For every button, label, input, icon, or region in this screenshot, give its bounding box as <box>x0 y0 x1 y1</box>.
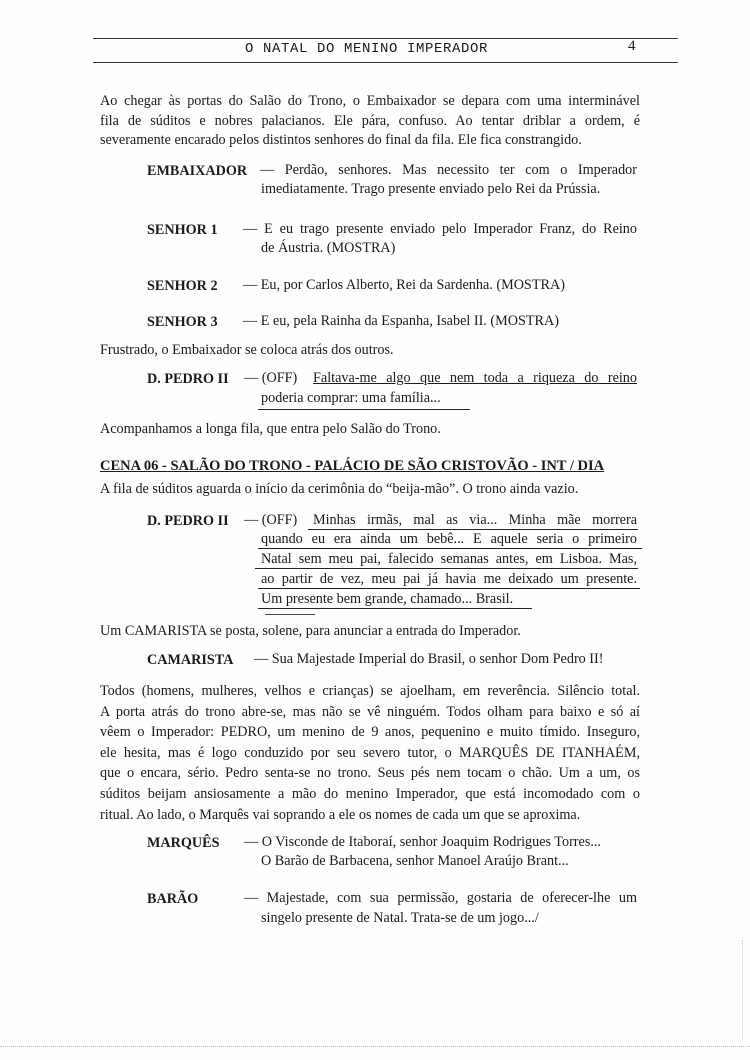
handwritten-underline <box>258 588 640 589</box>
action-line: A porta atrás do trono abre-se, mas não se vê ninguém. Todos olham para baixo e só aí <box>100 703 640 720</box>
speaker-senhor-1: SENHOR 1 <box>147 222 218 238</box>
scene-description: A fila de súditos aguarda o início da cerimônia do “beija-mão”. O trono ainda vazio. <box>100 481 579 497</box>
dialogue-line: O Barão de Barbacena, senhor Manoel Araújo Brant... <box>261 853 569 869</box>
dialogue-line: singelo presente de Natal. Trata-se de um jogo.../ <box>261 910 539 926</box>
scan-edge <box>742 940 743 1040</box>
dialogue-line: Um presente bem grande, chamado... Brasil. <box>261 591 514 607</box>
dialogue-line: — Perdão, senhores. Mas necessito ter com o Imperador <box>260 162 637 178</box>
intro-line: fila de súditos e nobres palacianos. Ele pára, confuso. Ao tentar driblar a ordem, é <box>100 112 640 129</box>
dialogue-line: Natal sem meu pai, falecido semanas antes, em Lisboa. Mas, <box>261 551 637 567</box>
dialogue-line: — E eu, pela Rainha da Espanha, Isabel II. (MOSTRA) <box>243 313 559 329</box>
speaker-barao: BARÃO <box>147 891 199 907</box>
header-top-rule <box>93 38 678 39</box>
dialogue-line: — Sua Majestade Imperial do Brasil, o senhor Dom Pedro II! <box>254 651 604 667</box>
speaker-camarista: CAMARISTA <box>147 652 234 668</box>
speaker-d-pedro-ii: D. PEDRO II <box>147 371 229 387</box>
action-line: Um CAMARISTA se posta, solene, para anunciar a entrada do Imperador. <box>100 623 521 639</box>
scene-heading: CENA 06 - SALÃO DO TRONO - PALÁCIO DE SÃO CRISTOVÃO - INT / DIA <box>100 458 605 474</box>
dialogue-line: imediatamente. Trago presente enviado pelo Rei da Prússia. <box>261 181 601 197</box>
action-line: Acompanhamos a longa fila, que entra pelo Salão do Trono. <box>100 421 441 437</box>
handwritten-underline <box>258 608 532 609</box>
dialogue-line: — E eu trago presente enviado pelo Imperador Franz, do Reino <box>243 221 637 237</box>
action-line: Frustrado, o Embaixador se coloca atrás dos outros. <box>100 342 394 358</box>
action-line: súditos beijam ansiosamente a mão do menino Imperador, que está incomodado com o <box>100 785 640 802</box>
scan-edge <box>0 1046 750 1047</box>
action-paragraph <box>100 681 640 825</box>
speaker-senhor-2: SENHOR 2 <box>147 278 218 294</box>
handwritten-underline <box>308 529 638 530</box>
action-line: que o encara, sério. Pedro senta-se no trono. Seus pés nem tocam o chão. Um a um, os <box>100 765 640 782</box>
dialogue-line: Minhas irmãs, mal as via... Minha mãe morrera <box>313 512 637 528</box>
handwritten-underline <box>258 409 470 410</box>
dialogue-line: quando eu era ainda um bebê... E aquele seria o primeiro <box>261 531 637 547</box>
dialogue-line: de Áustria. (MOSTRA) <box>261 240 396 256</box>
speaker-embaixador: EMBAIXADOR <box>147 163 248 179</box>
dialogue-line: — Eu, por Carlos Alberto, Rei da Sardenha. (MOSTRA) <box>243 277 565 293</box>
action-line: vêem o Imperador: PEDRO, um menino de 9 anos, pequenino e muito tímido. Inseguro, <box>100 724 640 741</box>
dialogue-line: poderia comprar: uma família... <box>261 390 441 406</box>
page-number: 4 <box>628 38 636 54</box>
action-line: ele hesita, mas é logo conduzido por seu severo tutor, o MARQUÊS DE ITANHAÉM, <box>100 744 640 761</box>
header-bottom-rule <box>93 62 678 63</box>
intro-paragraph <box>100 92 640 151</box>
speaker-d-pedro-ii: D. PEDRO II <box>147 513 229 529</box>
intro-line: severamente encarado pelos distintos senhores do final da fila. Ele fica constrangido. <box>100 132 582 148</box>
action-line: ritual. Ao lado, o Marquês vai soprando a ele os nomes de cada um que se aproxima. <box>100 806 581 823</box>
speaker-marques: MARQUÊS <box>147 835 220 851</box>
dialogue-line: ao partir de vez, meu pai já havia me deixado um presente. <box>261 571 637 587</box>
handwritten-underline <box>265 614 315 615</box>
page-header-title: O NATAL DO MENINO IMPERADOR <box>245 41 489 57</box>
dialogue-dash: — (OFF) <box>244 512 298 528</box>
speaker-senhor-3: SENHOR 3 <box>147 314 218 330</box>
dialogue-dash: — (OFF) <box>244 370 298 386</box>
dialogue-line: Faltava-me algo que nem toda a riqueza do reino <box>313 370 637 386</box>
handwritten-underline <box>258 548 642 549</box>
dialogue-line: — O Visconde de Itaboraí, senhor Joaquim Rodrigues Torres... <box>244 834 601 850</box>
dialogue-line: — Majestade, com sua permissão, gostaria de oferecer-lhe um <box>244 890 637 906</box>
action-line: Todos (homens, mulheres, velhos e crianças) se ajoelham, em reverência. Silêncio total. <box>100 683 640 699</box>
intro-line: Ao chegar às portas do Salão do Trono, o Embaixador se depara com uma interminável <box>100 93 640 109</box>
handwritten-underline <box>255 568 638 569</box>
